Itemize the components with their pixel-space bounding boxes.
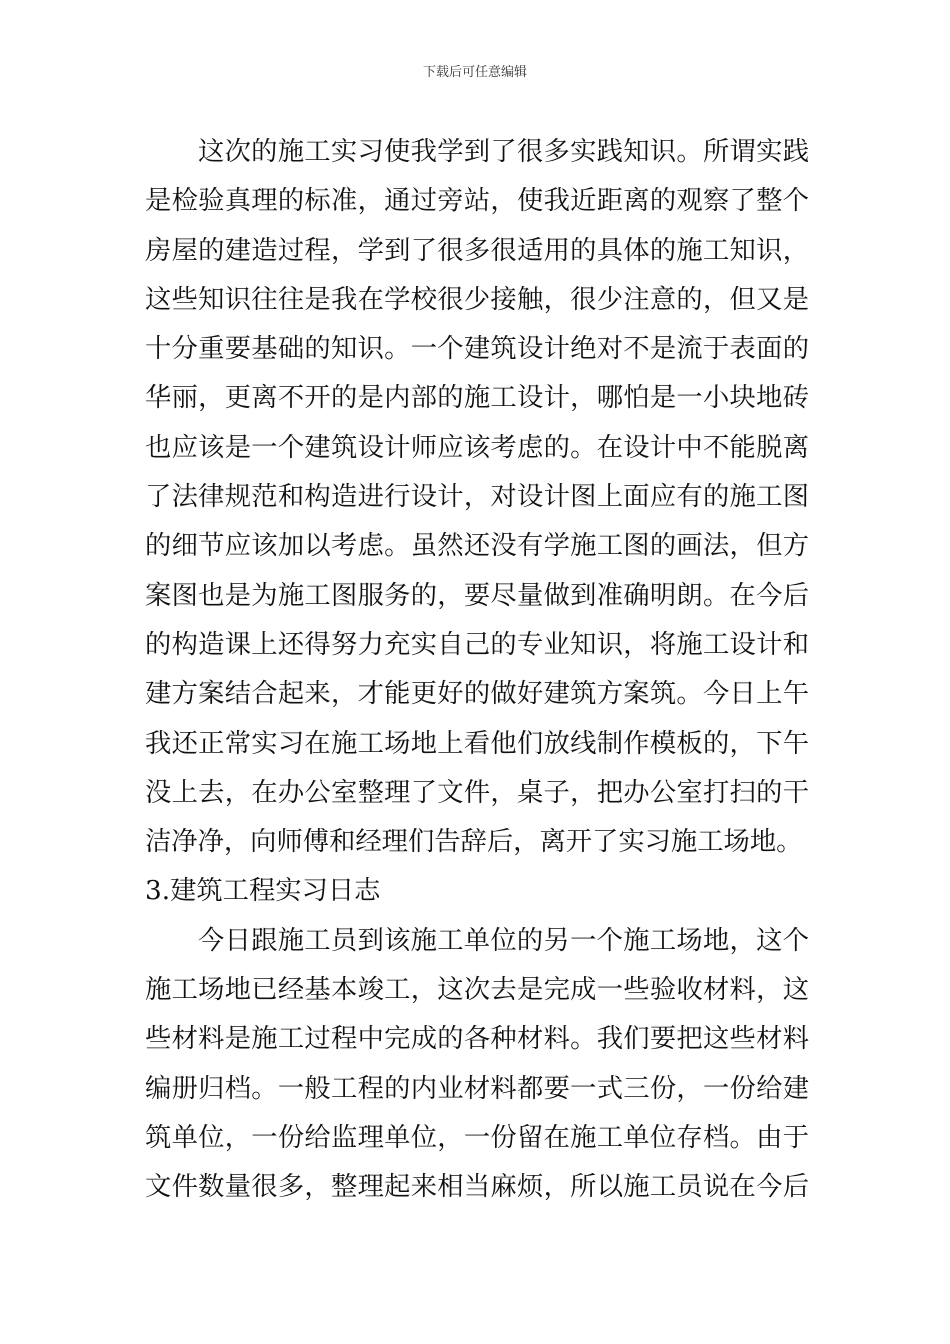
paragraph-1 — [145, 128, 809, 867]
document-body — [145, 128, 809, 1213]
paragraph-line: 筑单位，一份给监理单位，一份留在施工单位存档。由于 — [145, 1122, 809, 1153]
paragraph-line: 这些知识往往是我在学校很少接触，很少注意的，但又是 — [145, 284, 809, 315]
paragraph-line: 的构造课上还得努力充实自己的专业知识，将施工设计和 — [145, 629, 809, 660]
paragraph-line: 些材料是施工过程中完成的各种材料。我们要把这些材料 — [145, 1024, 809, 1055]
paragraph-line: 是检验真理的标准，通过旁站，使我近距离的观察了整个 — [145, 186, 809, 217]
paragraph-line: 文件数量很多，整理起来相当麻烦，所以施工员说在今后 — [145, 1172, 809, 1203]
paragraph-line: 施工场地已经基本竣工，这次去是完成一些验收材料，这 — [145, 975, 809, 1006]
paragraph-line: 这次的施工实习使我学到了很多实践知识。所谓实践 — [198, 137, 809, 167]
paragraph-line: 的细节应该加以考虑。虽然还没有学施工图的画法，但方 — [145, 531, 809, 562]
paragraph-line: 也应该是一个建筑设计师应该考虑的。在设计中不能脱离 — [145, 432, 809, 463]
paragraph-line: 我还正常实习在施工场地上看他们放线制作模板的，下午 — [145, 728, 809, 759]
section-heading: 3.建筑工程实习日志 — [145, 876, 381, 907]
page-header: 下载后可任意编辑 — [422, 65, 527, 80]
paragraph-line: 今日跟施工员到该施工单位的另一个施工场地，这个 — [198, 925, 809, 956]
paragraph-line: 案图也是为施工图服务的，要尽量做到准确明朗。在今后 — [145, 580, 809, 611]
paragraph-line: 房屋的建造过程，学到了很多很适用的具体的施工知识， — [145, 235, 809, 266]
paragraph-line: 建方案结合起来，才能更好的做好建筑方案筑。今日上午 — [145, 679, 809, 710]
paragraph-line: 编册归档。一般工程的内业材料都要一式三份，一份给建 — [145, 1073, 809, 1104]
paragraph-line: 了法律规范和构造进行设计，对设计图上面应有的施工图 — [145, 482, 809, 513]
paragraph-line: 十分重要基础的知识。一个建筑设计绝对不是流于表面的 — [145, 334, 809, 365]
paragraph-line: 洁净净，向师傅和经理们告辞后，离开了实习施工场地。 — [145, 827, 803, 858]
paragraph-line: 没上去，在办公室整理了文件，桌子，把办公室打扫的干 — [145, 777, 809, 808]
paragraph-2 — [145, 917, 809, 1213]
paragraph-line: 华丽，更离不开的是内部的施工设计，哪怕是一小块地砖 — [145, 383, 809, 414]
